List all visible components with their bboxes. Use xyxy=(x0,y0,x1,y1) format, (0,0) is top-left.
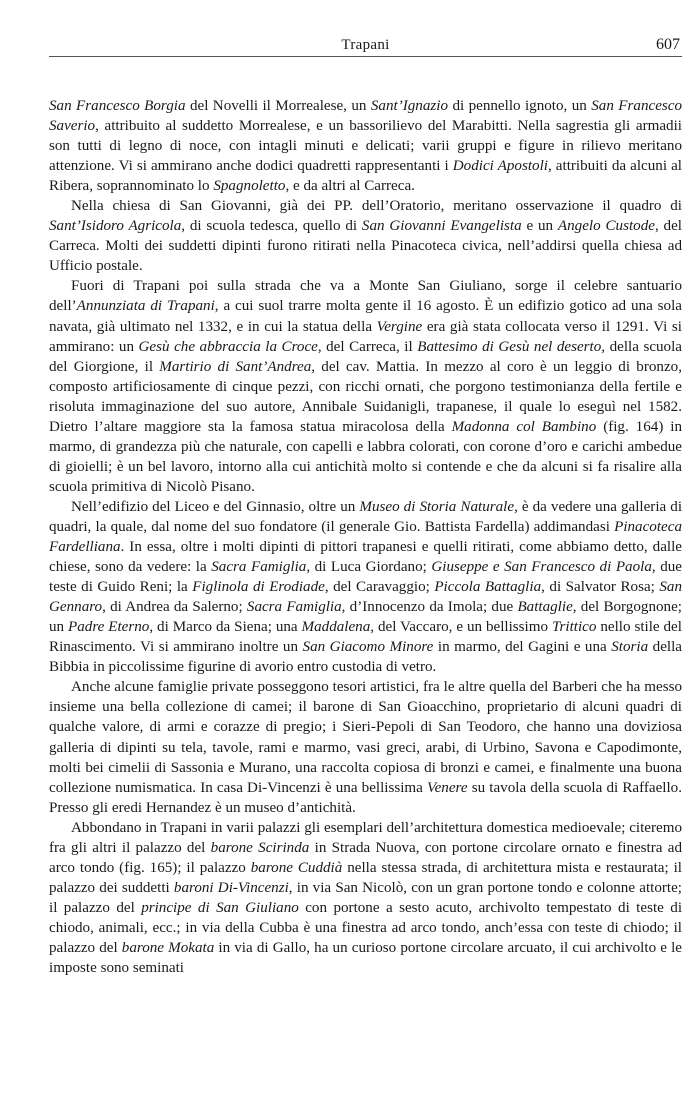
text-run: era già stata collocata verso il 1291. Vi si ammirano: un xyxy=(49,318,682,355)
running-title: Trapani xyxy=(341,37,390,53)
italic-title-text: San Francesco Saverio xyxy=(49,98,683,135)
text-run: , del Vaccaro, e un bellissimo xyxy=(370,619,552,636)
paragraph xyxy=(49,276,682,497)
body-text xyxy=(49,96,682,978)
italic-title-text: Giuseppe e San Francesco di Paola xyxy=(431,559,652,576)
paragraph xyxy=(49,818,682,978)
text-run: (fig. 164) in marmo, di grandezza più che naturale, con capelli e labbra colorati, con corone d’oro e carichi ambedue di gioielli; è un bel lavoro, intorno alla cui antichità molto si contende e che da alcuni si fa risalire alla scuola primitiva di Nicolò Pisano. xyxy=(49,418,683,495)
text-run: , del Caravaggio; xyxy=(324,579,435,596)
text-run: . In essa, oltre i molti dipinti di pittori trapanesi e quelli ritirati, come abbiamo detto, dalle chiese, sono da vedere: la xyxy=(49,539,682,576)
text-run: di pennello ignoto, un xyxy=(448,98,592,114)
italic-title-text: Sant’Isidoro Agricola xyxy=(49,218,182,235)
text-run: del Novelli il Morrealese, un xyxy=(185,98,371,114)
text-run: Fuori di Trapani poi sulla strada che va a Monte San Giuliano, sorge il celebre santuario dell’ xyxy=(49,278,682,315)
text-run: con portone a sesto acuto, archivolto tempestato di teste di chiodo, animali, ecc.; in via della Cubba è una finestra ad arco tondo, anch’essa con teste di chiodo; il palazzo del xyxy=(49,899,683,956)
italic-title-text: Dodici Apostoli xyxy=(452,158,548,175)
text-run: , di Salvator Rosa; xyxy=(541,579,660,596)
text-run: , a cui suol trarre molta gente il 16 agosto. È un edifizio gotico ad una sola navata, già ultimato nel 1332, e in cui la statua della xyxy=(49,298,682,335)
italic-title-text: barone Cuddià xyxy=(250,859,343,876)
text-run: , della scuola del Giorgione, il xyxy=(49,338,682,375)
italic-title-text: Sacra Famiglia xyxy=(211,559,307,576)
text-run: , attribuito al suddetto Morrealese, e un bassorilievo del Marabitti. Nella sagrestia gli armadii son tutti di legno di noce, con intagli minuti e delicati; varii gruppi e figure in rilievo meritano attenzione. Vi si ammirano anche dodici quadretti rappresentanti i xyxy=(49,118,682,175)
italic-title-text: Padre Eterno xyxy=(68,619,150,636)
italic-title-text: San Giacomo Minore xyxy=(302,639,434,656)
italic-title-text: Battaglie xyxy=(517,599,573,616)
text-run: in Strada Nuova, con portone circolare ornato e finestra ad arco tondo (fig. 165); il palazzo xyxy=(49,839,683,876)
italic-title-text: Trittico xyxy=(551,619,597,636)
italic-title-text: San Giovanni Evangelista xyxy=(361,218,522,235)
text-run: , di scuola tedesca, quello di xyxy=(181,218,362,235)
text-run: , del Carreca, il xyxy=(317,338,418,355)
italic-title-text: San Francesco Borgia xyxy=(49,98,186,114)
text-run: , del Borgognone; un xyxy=(49,599,682,636)
italic-title-text: barone Mokata xyxy=(121,939,215,956)
italic-title-text: Maddalena xyxy=(301,619,371,636)
text-run: della Bibbia in piccolissime figurine di avorio entro custodia di vetro. xyxy=(49,639,682,676)
italic-title-text: San Gennaro xyxy=(49,579,682,616)
text-run: , del Carreca. Molti dei suddetti dipinti furono ritirati nella Pinacoteca civica, nell’addirsi quella chiesa ad Ufficio postale. xyxy=(49,218,682,275)
text-run: , in via San Nicolò, con un gran portone tondo e colonne attorte; il palazzo del xyxy=(49,879,682,916)
italic-title-text: Annunziata di Trapani xyxy=(76,298,215,315)
paragraph xyxy=(49,96,682,196)
italic-title-text: baroni Di-Vincenzi xyxy=(173,879,289,896)
text-run: , d’Innocenzo da Imola; due xyxy=(341,599,518,616)
text-run: e un xyxy=(521,218,558,235)
text-run: , di Andrea da Salerno; xyxy=(102,599,247,616)
italic-title-text: Battesimo di Gesù nel deserto xyxy=(417,338,602,355)
text-run: , è da vedere una galleria di quadri, la quale, dal nome del suo fondatore (il generale Gio. Battista Fardella) addimandasi xyxy=(49,498,683,535)
italic-title-text: Pinacoteca Fardelliana xyxy=(49,518,682,556)
italic-title-text: Sacra Famiglia xyxy=(246,599,342,616)
italic-title-text: Angelo Custode xyxy=(557,218,655,235)
italic-title-text: Museo di Storia Naturale xyxy=(359,498,515,515)
italic-title-text: Piccola Battaglia xyxy=(434,579,542,596)
text-run: , attribuiti da alcuni al Ribera, soprannominato lo xyxy=(49,158,682,195)
text-run: , di Luca Giordano; xyxy=(306,559,432,576)
text-run: nella stessa strada, di architettura mista e restaurata; il palazzo dei suddetti xyxy=(49,859,682,896)
text-run: Abbondano in Trapani in varii palazzi gli esemplari dell’architettura domestica medioevale; citeremo fra gli altri il palazzo del xyxy=(49,819,682,856)
italic-title-text: Spagnoletto xyxy=(213,178,286,195)
text-run: Nella chiesa di San Giovanni, già dei PP. dell’Oratorio, meritano osservazione il quadro di xyxy=(71,198,682,215)
text-run: nello stile del Rinascimento. Vi si ammirano inoltre un xyxy=(49,619,682,656)
italic-title-text: Storia xyxy=(611,639,649,656)
text-run: Anche alcune famiglie private posseggono tesori artistici, fra le altre quella del Barberi che ha messo insieme una bella collezione di camei; il barone di San Gioacchino, proprietario di alcuni quadri di qualche valore, di armi e corazze di pregio; i Sieri-Pepoli di San Teodoro, che hanno una doviziosa galleria di dipinti su tela, tavole, rami e marmo, vasi greci, arabi, di Urbino, Savona e Capodimonte, molti bei cimelii di Sassonia e Murano, una raccolta copiosa di bronzi e camei, e finalmente una buona collezione numismatica. In casa Di-Vincenzi è una bellissima xyxy=(49,679,682,796)
page-number: 607 xyxy=(656,36,680,53)
text-run: in via di Gallo, ha un curioso portone circolare arcuato, il cui archivolto e le imposte sono seminati xyxy=(49,939,682,977)
italic-title-text: Martirio di Sant’Andrea xyxy=(159,358,312,375)
paragraph xyxy=(49,677,682,817)
text-run: , due teste di Guido Reni; la xyxy=(49,559,682,596)
italic-title-text: Venere xyxy=(427,779,468,796)
text-run: , e da altri al Carreca. xyxy=(285,178,415,195)
text-run: , di Marco da Siena; una xyxy=(149,619,302,636)
text-run: , del cav. Mattia. In mezzo al coro è un leggio di bronzo, composto artificiosamente di cinque pezzi, con ricchi ornati, che porgono testimonianza della fertile e risoluta immaginazione del suo autore, Annibale Suidanigli, trapanese, il quale lo eseguì nel 1582. Dietro l’altare maggiore sta la famosa statua miracolosa della xyxy=(49,358,682,435)
italic-title-text: Sant’Ignazio xyxy=(370,98,449,114)
paragraph xyxy=(49,196,682,276)
text-run: in marmo, del Gagini e una xyxy=(433,639,612,656)
paragraph xyxy=(49,497,682,677)
italic-title-text: barone Scirinda xyxy=(210,839,310,856)
italic-title-text: Vergine xyxy=(376,318,423,335)
italic-title-text: Gesù che abbraccia la Croce xyxy=(138,338,318,355)
italic-title-text: Madonna col Bambino xyxy=(451,418,597,435)
text-run: su tavola della scuola di Raffaello. Presso gli eredi Hernandez è un museo d’antichità. xyxy=(49,779,683,816)
text-run: Nell’edifizio del Liceo e del Ginnasio, oltre un xyxy=(71,498,360,515)
italic-title-text: Figlinola di Erodiade xyxy=(192,579,325,596)
running-header xyxy=(49,30,682,57)
italic-title-text: principe di San Giuliano xyxy=(141,899,299,916)
